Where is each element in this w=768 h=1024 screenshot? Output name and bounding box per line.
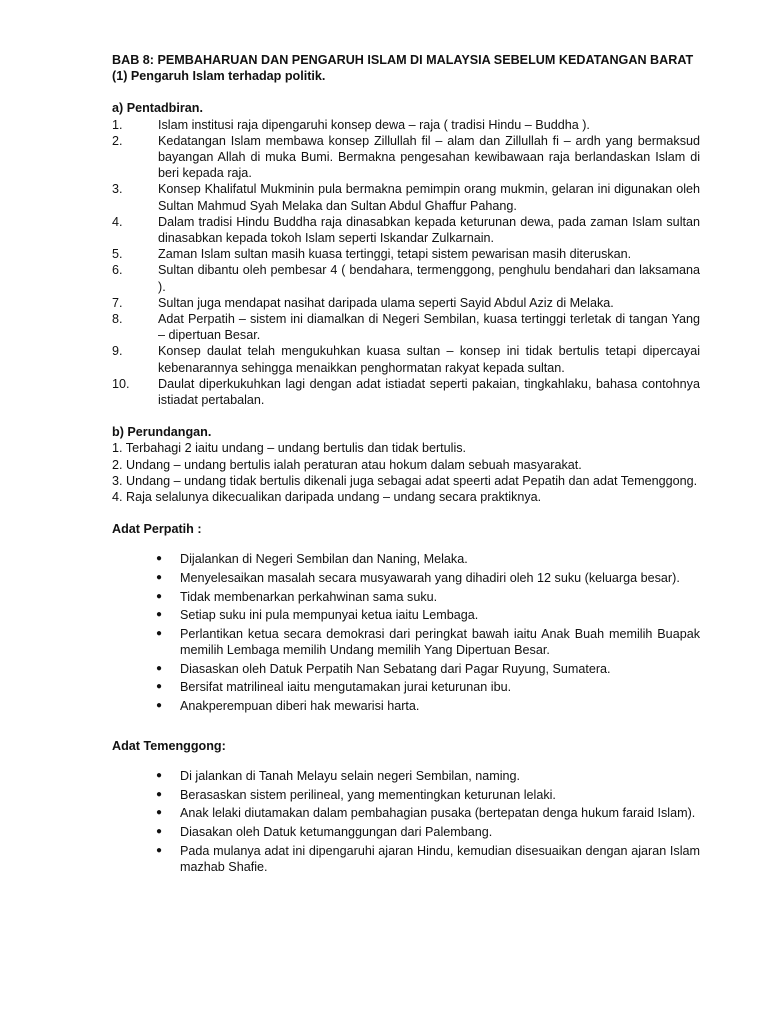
list-item — [112, 311, 700, 343]
item-text: Kedatangan Islam membawa konsep Zillullah fil – alam dan Zillullah fi – ardh yang bermaksud bayangan Allah di muka Bumi. Bermakna pengesahan kewibawaan raja berlandaskan Islam di beri kepada raja. — [158, 133, 700, 181]
list-item: 3. Undang – undang tidak bertulis dikenali juga sebagai adat speerti adat Pepatih dan adat Temenggong. — [112, 473, 698, 488]
item-text: Diasakan oleh Datuk ketumanggungan dari Palembang. — [180, 825, 493, 840]
section-subtitle: (1) Pengaruh Islam terhadap politik. — [112, 69, 326, 84]
bullet-icon: ● — [156, 662, 163, 674]
item-text: Adat Perpatih – sistem ini diamalkan di Negeri Sembilan, kuasa tertinggi terletak di tangan Yang – dipertuan Besar. — [158, 312, 700, 343]
list-item — [112, 343, 700, 375]
list-item — [156, 787, 700, 803]
item-text: Berasaskan sistem perilineal, yang mementingkan keturunan lelaki. — [180, 787, 556, 802]
item-text: Di jalankan di Tanah Melayu selain negeri Sembilan, naming. — [180, 769, 520, 784]
item-text: Sultan dibantu oleh pembesar 4 ( bendahara, termenggong, penghulu bendahari dan laksamana ). — [158, 263, 700, 294]
list-item — [112, 246, 700, 262]
item-text: Daulat diperkukuhkan lagi dengan adat istiadat seperti pakaian, tingkahlaku, bahasa contohnya istiadat pertabalan. — [158, 376, 700, 408]
list-item — [156, 551, 700, 567]
bullet-icon: ● — [156, 572, 163, 584]
bullet-icon: ● — [156, 681, 163, 693]
item-text: Dalam tradisi Hindu Buddha raja dinasabkan kepada keturunan dewa, pada zaman Islam sultan dinasabkan kepada tokoh Islam seperti Iskandar Zulkarnain. — [158, 214, 700, 246]
bullet-icon: ● — [156, 826, 163, 838]
adat-perpatih-list — [156, 551, 700, 714]
list-item — [112, 295, 700, 311]
list-item — [156, 607, 700, 623]
bullet-icon: ● — [156, 807, 163, 819]
item-text: Menyelesaikan masalah secara musyawarah yang dihadiri oleh 12 suku (keluarga besar). — [180, 571, 680, 586]
chapter-title-line: BAB 8: PEMBAHARUAN DAN PENGARUH ISLAM DI MALAYSIA SEBELUM KEDATANGAN BARAT — [112, 53, 694, 67]
item-text: Perlantikan ketua secara demokrasi dari peringkat bawah iaitu Anak Buah memilih Buapak memilih Lembaga memilih Undang memilih Yang Dipertuan Besar. — [180, 626, 700, 658]
item-number: 4. — [112, 214, 123, 229]
bullet-icon: ● — [156, 627, 163, 639]
item-text: Sultan juga mendapat nasihat daripada ulama seperti Sayid Abdul Aziz di Melaka. — [158, 295, 614, 310]
item-number: 3. — [112, 182, 123, 197]
list-item — [156, 589, 700, 605]
list-item: 4. Raja selalunya dikecualikan daripada undang – undang secara praktiknya. — [112, 490, 542, 505]
list-item — [156, 843, 700, 875]
bullet-icon: ● — [156, 553, 163, 565]
list-item — [112, 262, 700, 294]
adat-temenggong-heading: Adat Temenggong: — [112, 739, 226, 754]
item-text: Diasaskan oleh Datuk Perpatih Nan Sebatang dari Pagar Ruyung, Sumatera. — [180, 661, 611, 676]
list-item — [156, 698, 700, 714]
item-number: 10. — [112, 376, 130, 391]
list-item — [156, 768, 700, 784]
bullet-icon: ● — [156, 770, 163, 782]
item-number: 9. — [112, 344, 123, 359]
item-number: 5. — [112, 247, 123, 262]
list-item — [112, 376, 700, 408]
document-content — [112, 52, 700, 877]
item-text: Setiap suku ini pula mempunyai ketua iaitu Lembaga. — [180, 608, 479, 623]
list-item — [156, 824, 700, 840]
item-number: 7. — [112, 295, 123, 310]
bullet-icon: ● — [156, 590, 163, 602]
item-text: Konsep daulat telah mengukuhkan kuasa sultan – konsep ini tidak bertulis tetapi dipercayai kebenarannya sehingga menaikkan penghormatan rakyat kepada sultan. — [158, 344, 700, 375]
adat-perpatih-heading: Adat Perpatih : — [112, 522, 202, 537]
list-item — [156, 570, 700, 586]
item-text: Anakperempuan diberi hak mewarisi harta. — [180, 698, 420, 713]
item-text: Konsep Khalifatul Mukminin pula bermakna pemimpin orang mukmin, gelaran ini digunakan oleh Sultan Mahmud Syah Melaka dan Sultan Abdul Ghaffur Pahang. — [158, 182, 700, 213]
list-item — [112, 181, 700, 213]
pentadbiran-heading: a) Pentadbiran. — [112, 101, 203, 116]
list-item — [156, 661, 700, 677]
bullet-icon: ● — [156, 699, 163, 711]
item-number: 6. — [112, 263, 123, 278]
item-number: 2. — [112, 133, 123, 148]
perundangan-list — [112, 440, 700, 505]
perundangan-heading: b) Perundangan. — [112, 425, 212, 440]
adat-temenggong-list — [156, 768, 700, 875]
item-text: Pada mulanya adat ini dipengaruhi ajaran Hindu, kemudian disesuaikan dengan ajaran Islam mazhab Shafie. — [180, 843, 700, 874]
list-item — [112, 214, 700, 246]
list-item: 2. Undang – undang bertulis ialah peraturan atau hokum dalam sebuah masyarakat. — [112, 457, 582, 472]
item-text: Dijalankan di Negeri Sembilan dan Naning, Melaka. — [180, 552, 468, 567]
bullet-icon: ● — [156, 788, 163, 800]
pentadbiran-list — [112, 117, 700, 409]
item-text: Zaman Islam sultan masih kuasa tertinggi, tetapi sistem pewarisan masih diteruskan. — [158, 247, 632, 262]
item-text: Anak lelaki diutamakan dalam pembahagian pusaka (bertepatan denga hukum faraid Islam). — [180, 806, 696, 821]
list-item — [156, 805, 700, 821]
bullet-icon: ● — [156, 609, 163, 621]
list-item — [156, 679, 700, 695]
list-item — [112, 117, 700, 133]
item-text: Bersifat matrilineal iaitu mengutamakan jurai keturunan ibu. — [180, 680, 512, 695]
chapter-title — [112, 52, 700, 84]
list-item — [112, 133, 700, 182]
item-text: Tidak membenarkan perkahwinan sama suku. — [180, 589, 438, 604]
bullet-icon: ● — [156, 844, 163, 856]
item-text: Islam institusi raja dipengaruhi konsep dewa – raja ( tradisi Hindu – Buddha ). — [158, 117, 590, 132]
list-item — [156, 626, 700, 658]
item-number: 8. — [112, 312, 123, 327]
list-item: 1. Terbahagi 2 iaitu undang – undang bertulis dan tidak bertulis. — [112, 441, 467, 456]
item-number: 1. — [112, 117, 123, 132]
